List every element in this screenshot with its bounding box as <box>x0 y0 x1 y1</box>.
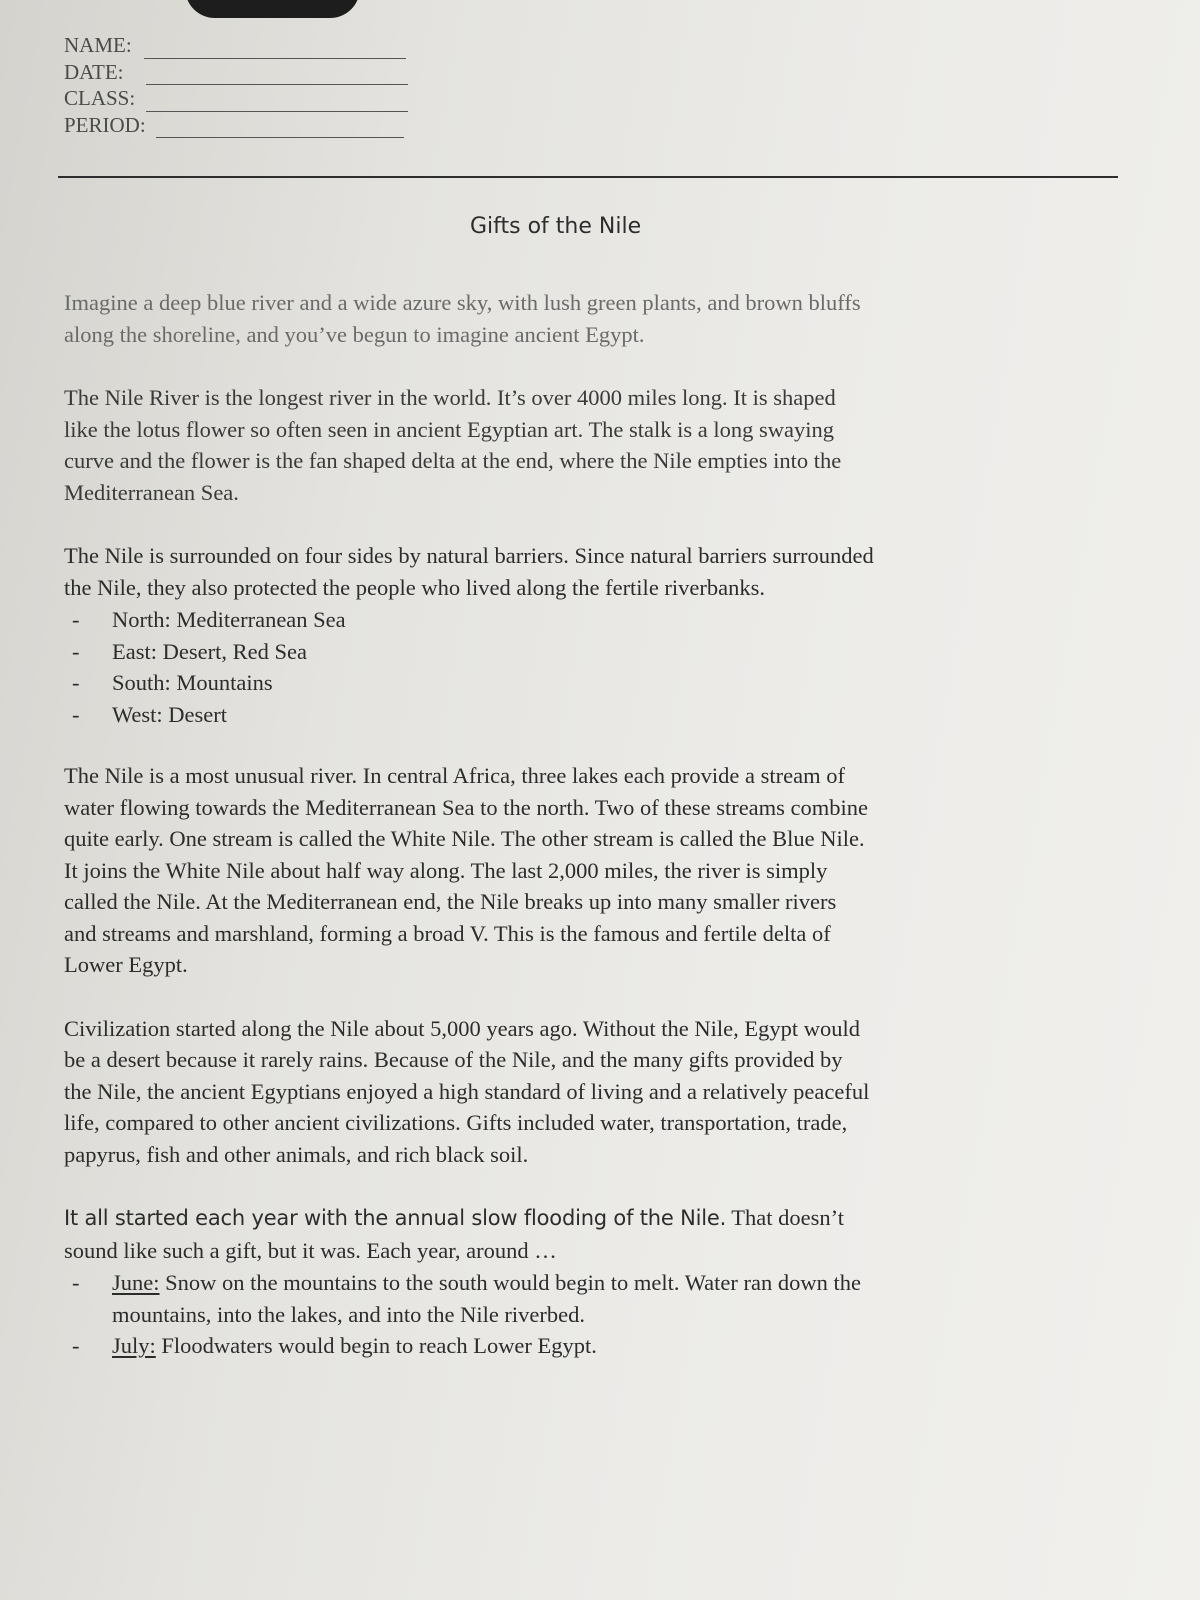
list-item-text: Floodwaters would begin to reach Lower Egypt. <box>155 1333 597 1358</box>
paragraph-flooding <box>64 1202 1124 1266</box>
text-line: The Nile River is the longest river in the world. It’s over 4000 miles long. It is shaped <box>64 385 836 410</box>
period-field <box>64 112 408 139</box>
name-field <box>64 32 408 59</box>
list-dash: - <box>72 607 80 632</box>
text-line: be a desert because it rarely rains. Because of the Nile, and the many gifts provided by <box>64 1047 843 1072</box>
text-line: quite early. One stream is called the White Nile. The other stream is called the Blue Nile. <box>64 826 865 851</box>
paragraph-barriers <box>64 540 1124 603</box>
text-line: the Nile, they also protected the people who lived along the fertile riverbanks. <box>64 574 766 600</box>
text-line: Civilization started along the Nile about 5,000 years ago. Without the Nile, Egypt would <box>64 1015 861 1041</box>
list-dash: - <box>72 1270 80 1295</box>
class-blank <box>146 93 408 112</box>
list-item-june <box>64 1267 1124 1330</box>
period-blank <box>156 119 404 138</box>
class-label: CLASS: <box>64 86 136 110</box>
list-item-continuation: mountains, into the lakes, and into the Nile riverbed. <box>112 1301 586 1327</box>
month-label: July: <box>112 1333 156 1358</box>
text-line: sound like such a gift, but it was. Each year, around … <box>64 1237 557 1263</box>
student-info-fields <box>64 32 408 138</box>
text-line: life, compared to other ancient civilizations. Gifts included water, transportation, trade, <box>64 1110 848 1135</box>
text-line: the Nile, the ancient Egyptians enjoyed a high standard of living and a relatively peaceful <box>64 1078 870 1104</box>
text-line: Lower Egypt. <box>64 952 188 977</box>
list-item-text: Snow on the mountains to the south would begin to melt. Water ran down the <box>159 1270 861 1295</box>
text-line: The Nile is surrounded on four sides by natural barriers. Since natural barriers surrounded <box>64 543 874 568</box>
list-item <box>64 699 1124 731</box>
text-line: curve and the flower is the fan shaped delta at the end, where the Nile empties into the <box>64 448 842 473</box>
paragraph-unusual-river <box>64 760 1124 981</box>
barriers-list <box>64 604 1124 730</box>
list-item-text: West: Desert <box>112 701 228 727</box>
text-line <box>64 1202 1124 1235</box>
month-label: June: <box>112 1270 160 1295</box>
text-line: It joins the White Nile about half way along. The last 2,000 miles, the river is simply <box>64 857 828 883</box>
list-item-text: North: Mediterranean Sea <box>112 607 346 632</box>
text-line: Imagine a deep blue river and a wide azure sky, with lush green plants, and brown bluffs <box>64 290 861 315</box>
text-line: water flowing towards the Mediterranean Sea to the north. Two of these streams combine <box>64 794 869 820</box>
date-label: DATE: <box>64 59 124 84</box>
text-line: along the shoreline, and you’ve begun to imagine ancient Egypt. <box>64 321 645 347</box>
date-field <box>64 59 408 86</box>
list-item <box>64 667 1124 699</box>
list-dash: - <box>72 701 80 727</box>
worksheet-body <box>64 287 1124 1392</box>
class-field <box>64 85 408 112</box>
paragraph-nile-length <box>64 382 1124 508</box>
list-item <box>64 604 1124 636</box>
period-label: PERIOD: <box>64 112 146 137</box>
text-line: like the lotus flower so often seen in ancient Egyptian art. The stalk is a long swaying <box>64 416 835 442</box>
date-blank <box>146 66 408 85</box>
paragraph-civilization <box>64 1013 1124 1171</box>
header-divider <box>58 176 1118 178</box>
name-label: NAME: <box>64 33 132 57</box>
binder-clip-shadow <box>185 0 360 18</box>
text-line: and streams and marshland, forming a broad V. This is the famous and fertile delta of <box>64 920 831 946</box>
list-dash: - <box>72 670 80 695</box>
list-item-text: South: Mountains <box>112 670 273 695</box>
list-item-july <box>64 1330 1124 1362</box>
text-line: called the Nile. At the Mediterranean end, the Nile breaks up into many smaller rivers <box>64 889 837 914</box>
text-line: papyrus, fish and other animals, and rich black soil. <box>64 1141 529 1167</box>
flood-timeline-list <box>64 1267 1124 1362</box>
list-item-text: East: Desert, Red Sea <box>112 638 307 664</box>
list-dash: - <box>72 638 80 664</box>
flooding-lead-rest: That doesn’t <box>726 1205 844 1230</box>
paragraph-intro <box>64 287 1124 350</box>
page-title: Gifts of the Nile <box>470 214 642 239</box>
name-blank <box>144 40 406 59</box>
text-line: The Nile is a most unusual river. In central Africa, three lakes each provide a stream of <box>64 763 845 788</box>
flooding-lead-sentence: It all started each year with the annual slow flooding of the Nile. <box>64 1206 727 1230</box>
text-line: Mediterranean Sea. <box>64 479 239 505</box>
list-item <box>64 636 1124 668</box>
list-dash: - <box>72 1333 80 1358</box>
